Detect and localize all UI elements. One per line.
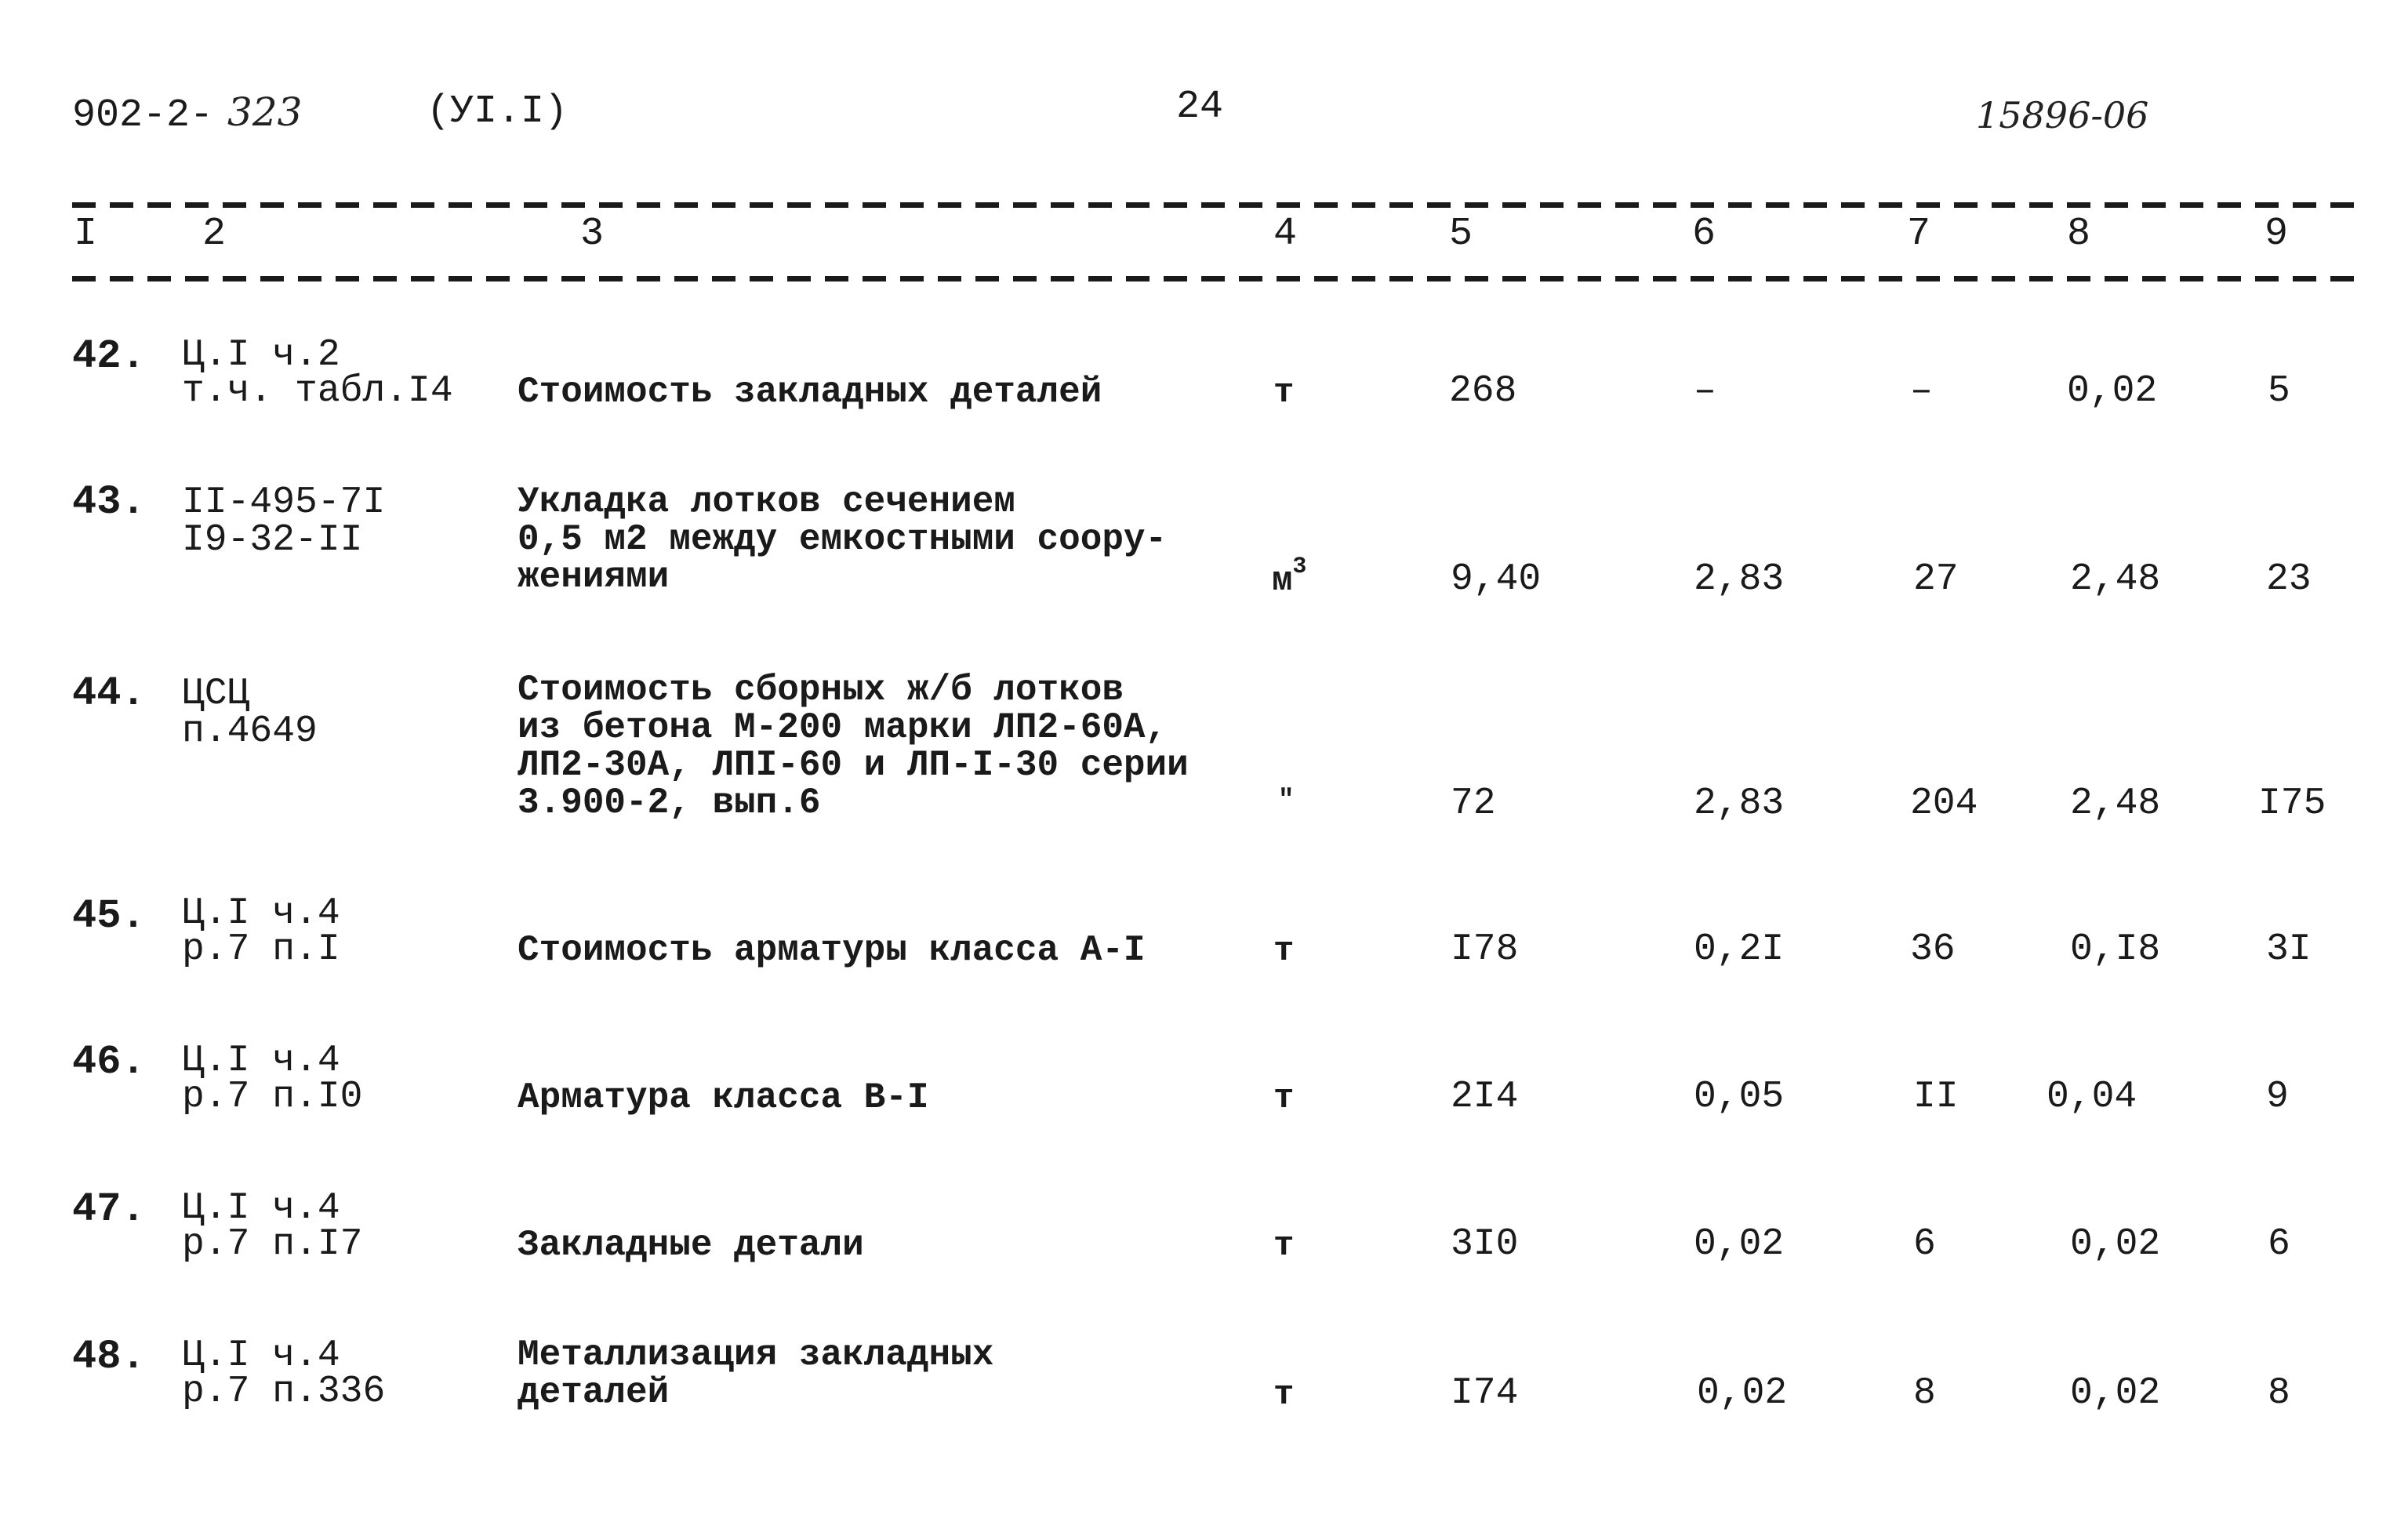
row-value-5: I78 [1451,928,1519,971]
part-label: (УI.I) [427,89,568,134]
row-value-5: 2I4 [1451,1076,1519,1118]
col-3-label: 3 [580,212,605,256]
row-unit: т [1273,1079,1295,1118]
row-value-8: 0,02 [2070,1223,2161,1266]
row-description-line: ЛП2-30А, ЛПI-60 и ЛП-I-30 серии [518,745,1189,786]
row-value-9: 3I [2266,928,2312,971]
row-ref-line: Ц.I ч.4 [182,1040,340,1082]
row-value-9: 23 [2266,558,2312,601]
row-number: 42. [72,333,146,380]
page-number: 24 [1176,85,1224,129]
row-ref-line: р.7 п.I [182,928,340,971]
row-ref-line: ЦСЦ [182,673,250,715]
series-code [72,89,303,138]
row-ref-line: Ц.I ч.4 [182,1335,340,1377]
row-value-5: 268 [1449,370,1517,412]
row-unit: " [1278,786,1295,815]
row-number: 45. [72,893,146,939]
row-ref-line: п.4649 [182,710,318,753]
row-value-6: 2,83 [1694,783,1785,825]
row-value-9: I75 [2258,783,2326,825]
row-description: Стоимость закладных деталей [518,372,1102,412]
row-description-line: жениями [518,557,670,597]
row-value-5: 9,40 [1451,558,1542,601]
row-ref-line: I9-32-II [182,519,363,561]
header-bottom-rule [72,276,2360,281]
row-description-line: 3.900-2, вып.6 [518,783,821,823]
row-number: 48. [72,1334,146,1380]
row-value-6: – [1694,370,1716,412]
row-number: 47. [72,1186,146,1233]
row-unit: $м^3$ [1272,554,1307,601]
col-6-label: 6 [1692,212,1716,256]
row-ref-line: Ц.I ч.2 [182,334,340,376]
row-unit: т [1273,1226,1295,1266]
row-ref-line: Ц.I ч.4 [182,1187,340,1229]
row-value-6: 2,83 [1694,558,1785,601]
row-description: Арматура класса В-I [518,1077,929,1118]
row-value-8: 2,48 [2070,783,2161,825]
row-value-7: 8 [1913,1372,1936,1414]
row-number: 44. [72,670,146,717]
row-description-line: 0,5 м2 между емкостными соору- [518,519,1168,560]
top-rule [72,202,2360,208]
row-unit: т [1273,932,1295,971]
row-value-6: 0,05 [1694,1076,1785,1118]
row-ref-line: р.7 п.I7 [182,1223,363,1266]
row-description-line: Укладка лотков сечением [518,481,1015,522]
row-value-7: 36 [1910,928,1956,971]
row-value-6: 0,2I [1694,928,1785,971]
row-value-7: 204 [1910,783,1978,825]
row-description-line: Металлизация закладных [518,1335,994,1375]
row-description-line: Стоимость сборных ж/б лотков [518,670,1124,710]
row-ref-line: р.7 п.I0 [182,1076,363,1118]
row-ref-line: т.ч. табл.I4 [182,370,453,412]
col-2-label: 2 [202,212,227,256]
row-description-line: деталей [518,1372,670,1413]
row-ref-line: Ц.I ч.4 [182,892,340,935]
row-value-9: 8 [2268,1372,2290,1414]
archive-number: 15896-06 [1976,94,2149,136]
row-value-8: 0,02 [2067,370,2158,412]
row-value-6: 0,02 [1694,1223,1785,1266]
row-value-5: I74 [1451,1372,1519,1414]
row-value-5: 3I0 [1451,1223,1519,1266]
row-value-9: 6 [2268,1223,2290,1266]
row-value-8: 0,I8 [2070,928,2161,971]
row-value-7: 27 [1913,558,1959,601]
row-value-7: II [1913,1076,1959,1118]
col-5-label: 5 [1449,212,1473,256]
row-value-6: 0,02 [1697,1372,1788,1414]
row-unit: т [1273,1375,1295,1414]
series-number: 323 [227,89,303,135]
row-value-8: 0,02 [2070,1372,2161,1414]
row-description-line: из бетона М-200 марки ЛП2-60А, [518,707,1168,748]
row-value-9: 5 [2268,370,2290,412]
row-value-5: 72 [1451,783,1496,825]
col-7-label: 7 [1907,212,1931,256]
row-number: 43. [72,479,146,525]
col-8-label: 8 [2067,212,2091,256]
row-ref-line: II-495-7I [182,481,386,524]
col-1-label: I [74,212,98,256]
row-unit: т [1273,373,1295,412]
row-value-9: 9 [2266,1076,2289,1118]
col-9-label: 9 [2265,212,2289,256]
row-value-8: 0,04 [2047,1076,2137,1118]
series-prefix: 902-2- [72,93,214,138]
row-number: 46. [72,1039,146,1085]
row-value-8: 2,48 [2070,558,2161,601]
row-value-7: 6 [1913,1223,1936,1266]
row-description: Стоимость арматуры класса А-I [518,930,1146,971]
col-4-label: 4 [1273,212,1298,256]
row-description: Закладные детали [518,1225,864,1266]
row-value-7: – [1910,370,1933,412]
row-ref-line: р.7 п.336 [182,1371,386,1413]
